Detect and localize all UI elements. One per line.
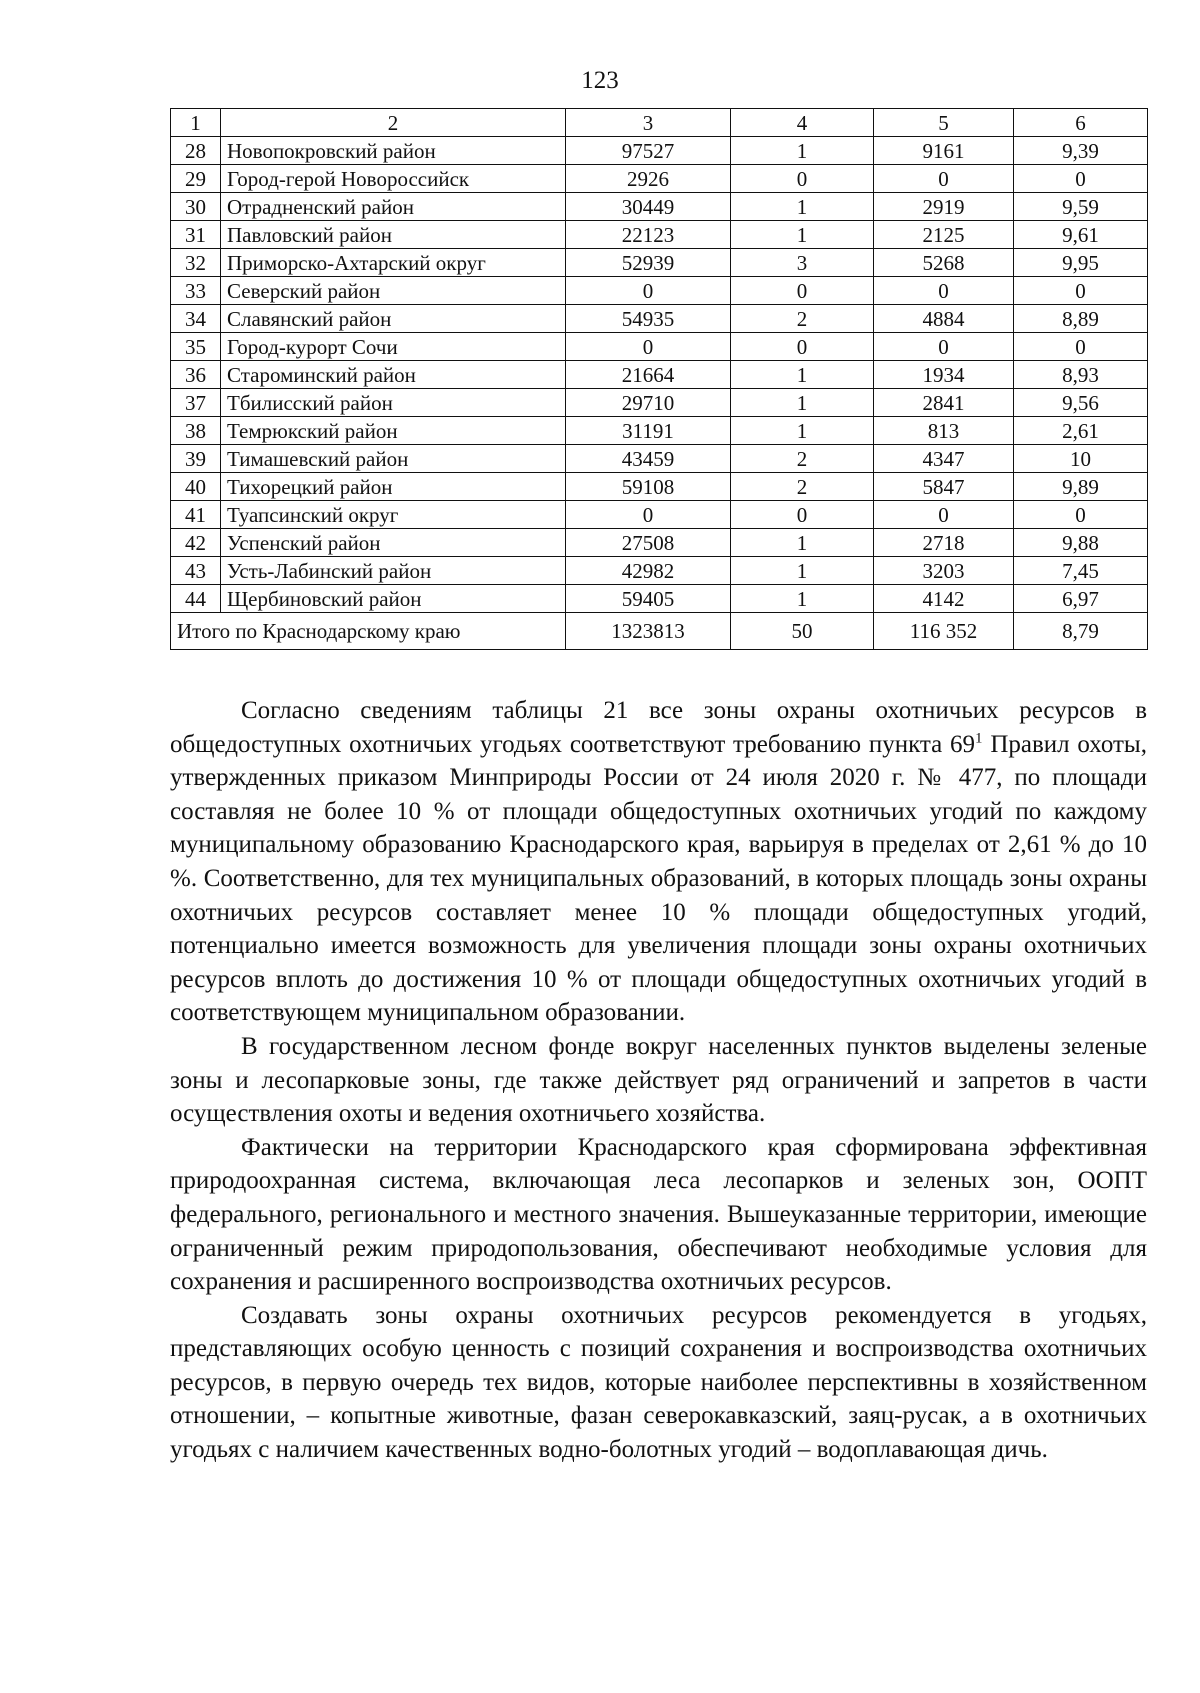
row-number-cell: 44 (171, 585, 221, 613)
district-name-cell: Староминский район (221, 361, 566, 389)
table-cell: 27508 (566, 529, 731, 557)
table-cell: 1 (731, 221, 874, 249)
column-header: 5 (874, 109, 1014, 137)
table-cell: 0 (731, 277, 874, 305)
table-row (171, 473, 1148, 501)
row-number-cell: 31 (171, 221, 221, 249)
table-cell: 2 (731, 473, 874, 501)
table-cell: 4347 (874, 445, 1014, 473)
table-cell: 0 (874, 165, 1014, 193)
table-cell: 43459 (566, 445, 731, 473)
table-cell: 1 (731, 389, 874, 417)
row-number-cell: 35 (171, 333, 221, 361)
footnote-superscript: 1 (975, 730, 983, 747)
paragraph: Фактически на территории Краснодарского края сформирована эффективная природоохранная система, включающая леса лесопарков и зеленых зон, ООПТ федерального, регионального и местного значения. Вышеуказанные территории, имеющие ограниченный режим природопользования, обеспечивают необходимые условия для сохранения и расширенного воспроизводства охотничьих ресурсов. (170, 1133, 1147, 1296)
table-cell: 4142 (874, 585, 1014, 613)
district-name-cell: Павловский район (221, 221, 566, 249)
table-cell: 10 (1014, 445, 1148, 473)
table-cell: 9,95 (1014, 249, 1148, 277)
table-cell: 6,97 (1014, 585, 1148, 613)
table-row (171, 221, 1148, 249)
row-number-cell: 33 (171, 277, 221, 305)
row-number-cell: 40 (171, 473, 221, 501)
paragraph: В государственном лесном фонде вокруг населенных пунктов выделены зеленые зоны и лесопарковые зоны, где также действует ряд ограничений и запретов в части осуществления охоты и ведения охотничьего хозяйства. (170, 1032, 1147, 1128)
table-cell: 22123 (566, 221, 731, 249)
table-row (171, 137, 1148, 165)
table-cell: 0 (1014, 501, 1148, 529)
district-name-cell: Тимашевский район (221, 445, 566, 473)
table-cell: 5268 (874, 249, 1014, 277)
total-cell: 116 352 (874, 613, 1014, 650)
table-cell: 0 (731, 165, 874, 193)
table-cell: 2926 (566, 165, 731, 193)
district-name-cell: Отрадненский район (221, 193, 566, 221)
table-cell: 8,93 (1014, 361, 1148, 389)
table-cell: 2125 (874, 221, 1014, 249)
row-number-cell: 38 (171, 417, 221, 445)
row-number-cell: 37 (171, 389, 221, 417)
table-cell: 2,61 (1014, 417, 1148, 445)
table-row (171, 557, 1148, 585)
table-row (171, 277, 1148, 305)
table-cell: 1 (731, 417, 874, 445)
table-row (171, 249, 1148, 277)
table-cell: 52939 (566, 249, 731, 277)
table-cell: 2718 (874, 529, 1014, 557)
table-cell: 2841 (874, 389, 1014, 417)
table-cell: 1 (731, 361, 874, 389)
table-cell: 7,45 (1014, 557, 1148, 585)
row-number-cell: 34 (171, 305, 221, 333)
row-number-cell: 29 (171, 165, 221, 193)
column-header: 2 (221, 109, 566, 137)
column-header: 4 (731, 109, 874, 137)
table-cell: 2 (731, 445, 874, 473)
table-row (171, 445, 1148, 473)
table-cell: 1 (731, 585, 874, 613)
district-name-cell: Новопокровский район (221, 137, 566, 165)
table-cell: 59405 (566, 585, 731, 613)
table-row (171, 193, 1148, 221)
table-row (171, 529, 1148, 557)
total-cell: 50 (731, 613, 874, 650)
district-name-cell: Славянский район (221, 305, 566, 333)
table-cell: 31191 (566, 417, 731, 445)
table-cell: 0 (731, 501, 874, 529)
table-cell: 1 (731, 529, 874, 557)
table-cell: 59108 (566, 473, 731, 501)
table-row (171, 585, 1148, 613)
district-name-cell: Туапсинский округ (221, 501, 566, 529)
row-number-cell: 42 (171, 529, 221, 557)
table-row (171, 389, 1148, 417)
table-cell: 4884 (874, 305, 1014, 333)
table-cell: 9,59 (1014, 193, 1148, 221)
row-number-cell: 39 (171, 445, 221, 473)
table-cell: 0 (874, 277, 1014, 305)
total-label: Итого по Краснодарскому краю (171, 613, 566, 650)
table-cell: 1 (731, 557, 874, 585)
table-cell: 9,89 (1014, 473, 1148, 501)
paragraph-text: Согласно сведениям таблицы 21 все зоны охраны охотничьих ресурсов в общедоступных охотничьих угодьях соответствуют требованию пункта 69 (170, 697, 1147, 758)
table-cell: 9,61 (1014, 221, 1148, 249)
total-cell: 1323813 (566, 613, 731, 650)
table-cell: 0 (1014, 165, 1148, 193)
paragraph (170, 694, 1147, 1030)
table-cell: 0 (731, 333, 874, 361)
table-cell: 42982 (566, 557, 731, 585)
table-cell: 97527 (566, 137, 731, 165)
table-row (171, 333, 1148, 361)
total-cell: 8,79 (1014, 613, 1148, 650)
district-name-cell: Щербиновский район (221, 585, 566, 613)
table-cell: 9,56 (1014, 389, 1148, 417)
table-cell: 5847 (874, 473, 1014, 501)
table-row (171, 165, 1148, 193)
table-cell: 3203 (874, 557, 1014, 585)
table-row (171, 417, 1148, 445)
data-table (170, 108, 1148, 650)
table-cell: 0 (566, 501, 731, 529)
table-cell: 2919 (874, 193, 1014, 221)
table-cell: 2 (731, 305, 874, 333)
table-cell: 0 (1014, 277, 1148, 305)
paragraph: Создавать зоны охраны охотничьих ресурсов рекомендуется в угодьях, представляющих особую ценность с позиций сохранения и воспроизводства охотничьих ресурсов, в первую очередь тех видов, которые наиболее перспективны в хозяйственном отношении, – копытные животные, фазан северокавказский, заяц-русак, а в охотничьих угодьях с наличием качественных водно-болотных угодий – водоплавающая дичь. (170, 1301, 1147, 1464)
table-cell: 29710 (566, 389, 731, 417)
district-name-cell: Тбилисский район (221, 389, 566, 417)
table-row (171, 361, 1148, 389)
row-number-cell: 32 (171, 249, 221, 277)
row-number-cell: 36 (171, 361, 221, 389)
table-cell: 54935 (566, 305, 731, 333)
table-cell: 1 (731, 193, 874, 221)
table-cell: 1934 (874, 361, 1014, 389)
district-name-cell: Темрюкский район (221, 417, 566, 445)
table-cell: 0 (874, 501, 1014, 529)
table-body (171, 137, 1148, 650)
table-cell: 3 (731, 249, 874, 277)
row-number-cell: 28 (171, 137, 221, 165)
column-header: 1 (171, 109, 221, 137)
row-number-cell: 43 (171, 557, 221, 585)
paragraph-text: Правил охоты, утвержденных приказом Минприроды России от 24 июля 2020 г. № 477, по площади составляя не более 10 % от площади общедоступных охотничьих угодий по каждому муниципальному образованию Краснодарского края, варьируя в пределах от 2,61 % до 10 %. Соответственно, для тех муниципальных образований, в которых площадь зоны охраны охотничьих ресурсов составляет менее 10 % площади общедоступных угодий, потенциально имеется возможность для увеличения площади зоны охраны охотничьих ресурсов вплоть до достижения 10 % от площади общедоступных охотничьих угодий в соответствующем муниципальном образовании. (170, 730, 1147, 1027)
district-name-cell: Успенский район (221, 529, 566, 557)
table-cell: 813 (874, 417, 1014, 445)
table-cell: 9,39 (1014, 137, 1148, 165)
table-row (171, 305, 1148, 333)
table-cell: 9,88 (1014, 529, 1148, 557)
table-cell: 8,89 (1014, 305, 1148, 333)
body-text (170, 694, 1147, 1467)
table-cell: 9161 (874, 137, 1014, 165)
district-name-cell: Усть-Лабинский район (221, 557, 566, 585)
district-name-cell: Тихорецкий район (221, 473, 566, 501)
table-total-row (171, 613, 1148, 650)
table-header-row (171, 109, 1148, 137)
column-header: 6 (1014, 109, 1148, 137)
row-number-cell: 41 (171, 501, 221, 529)
district-name-cell: Город-курорт Сочи (221, 333, 566, 361)
table-cell: 30449 (566, 193, 731, 221)
district-name-cell: Северский район (221, 277, 566, 305)
table-cell: 21664 (566, 361, 731, 389)
table-cell: 0 (874, 333, 1014, 361)
table-cell: 0 (566, 277, 731, 305)
column-header: 3 (566, 109, 731, 137)
table-row (171, 501, 1148, 529)
table-cell: 0 (1014, 333, 1148, 361)
table-cell: 1 (731, 137, 874, 165)
district-name-cell: Город-герой Новороссийск (221, 165, 566, 193)
table-cell: 0 (566, 333, 731, 361)
page-number: 123 (581, 67, 619, 94)
district-name-cell: Приморско-Ахтарский округ (221, 249, 566, 277)
row-number-cell: 30 (171, 193, 221, 221)
